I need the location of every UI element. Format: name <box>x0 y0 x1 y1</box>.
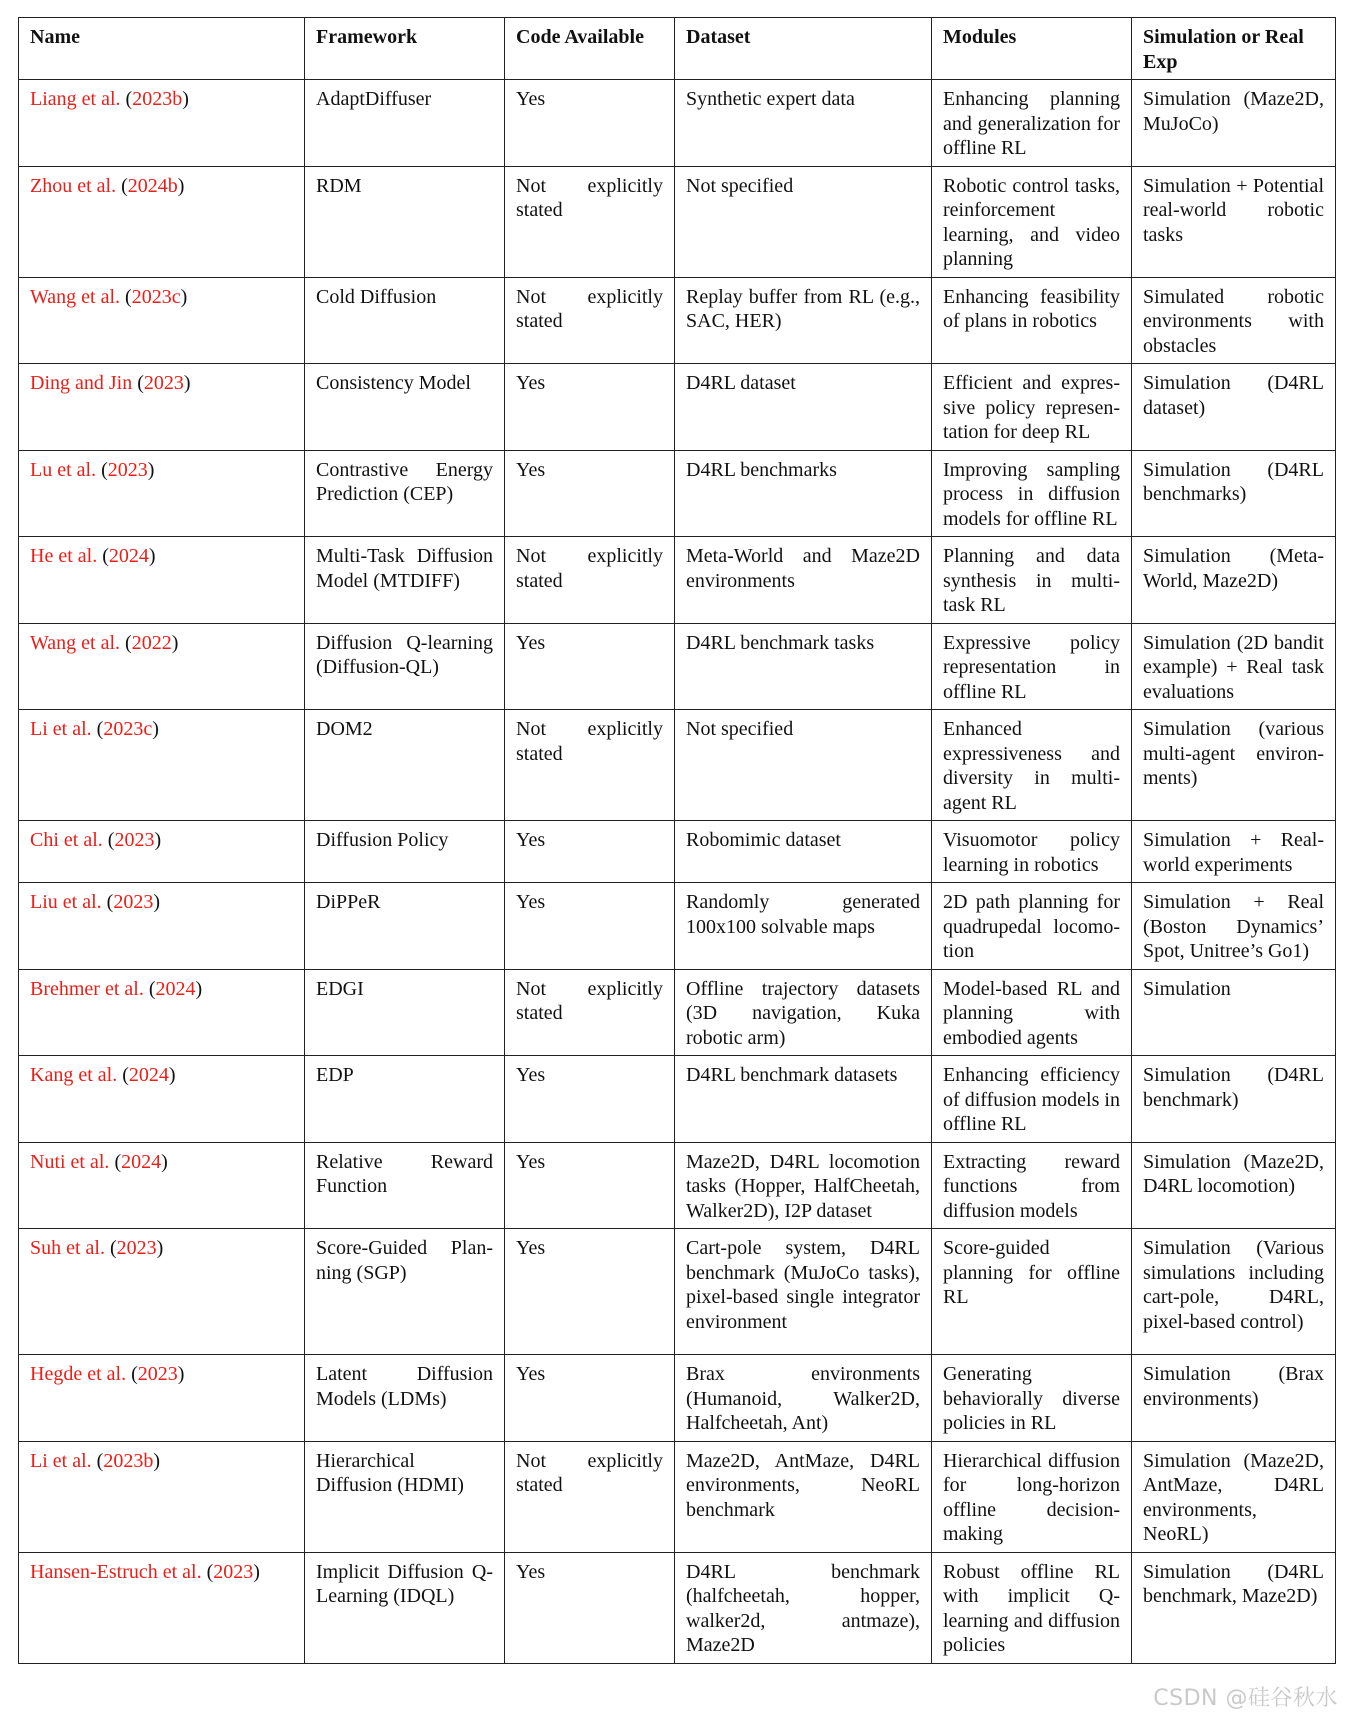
year-link[interactable]: 2023 <box>107 458 148 481</box>
cell-dataset: D4RL dataset <box>675 364 932 451</box>
cell-dataset: D4RL benchmark datasets <box>675 1056 932 1143</box>
cell-framework: RDM <box>305 166 505 277</box>
year-link[interactable]: 2023 <box>137 1363 178 1385</box>
author-link[interactable]: Zhou et al. <box>30 174 117 197</box>
cell-framework: Diffusion Policy <box>305 821 505 883</box>
cell-code-available: Yes <box>505 623 675 710</box>
cell-code-available: Yes <box>505 1552 675 1663</box>
header-name: Name <box>19 18 305 80</box>
author-link[interactable]: Liang et al. <box>30 88 121 110</box>
cell-code-available: Not explicitly stated <box>505 166 675 277</box>
cell-modules: Planning and data synthesis in multi-task RL <box>932 537 1132 624</box>
cell-framework: Cold Diffusion <box>305 277 505 364</box>
header-sim-or-real: Simulation or Real Exp <box>1132 18 1336 80</box>
cell-name: Ding and Jin (2023) <box>19 364 305 451</box>
cell-dataset: D4RL benchmark (halfcheetah, hopper, walker2d, antmaze), Maze2D <box>675 1552 932 1663</box>
cell-sim-or-real: Simulation (D4RL benchmarks) <box>1132 450 1336 537</box>
cell-code-available: Yes <box>505 883 675 970</box>
table-row <box>19 80 1336 167</box>
cell-dataset: Not specified <box>675 166 932 277</box>
cell-name: Hansen-Estruch et al. (2023) <box>19 1552 305 1663</box>
cell-dataset: Robomimic dataset <box>675 821 932 883</box>
cell-modules: Efficient and expressive policy representation for deep RL <box>932 364 1132 451</box>
year-link[interactable]: 2024 <box>108 545 149 567</box>
cell-modules: Visuomotor policy learning in robotics <box>932 821 1132 883</box>
table-row <box>19 1355 1336 1442</box>
cell-framework: Multi-Task Diffusion Model (MTDIFF) <box>305 537 505 624</box>
cell-modules: Expressive policy representation in offline RL <box>932 623 1132 710</box>
cell-sim-or-real: Simulation (D4RL dataset) <box>1132 364 1336 451</box>
year-link[interactable]: 2023 <box>116 1237 157 1259</box>
cell-name: Wang et al. (2023c) <box>19 277 305 364</box>
cell-dataset: Offline trajectory datasets (3D navigation, Kuka robotic arm) <box>675 969 932 1056</box>
cell-sim-or-real: Simulation (Brax environments) <box>1132 1355 1336 1442</box>
cell-code-available: Yes <box>505 1056 675 1143</box>
year-link[interactable]: 2023b <box>132 88 183 110</box>
table-body <box>19 80 1336 1664</box>
cell-dataset: Maze2D, D4RL locomotion tasks (Hopper, HalfCheetah, Walker2D), I2P dataset <box>675 1142 932 1229</box>
table-row <box>19 821 1336 883</box>
year-link[interactable]: 2023 <box>213 1560 254 1583</box>
cell-framework: EDGI <box>305 969 505 1056</box>
cell-sim-or-real: Simulated robotic environments with obstacles <box>1132 277 1336 364</box>
table-row <box>19 623 1336 710</box>
cell-name: Suh et al. (2023) <box>19 1229 305 1355</box>
cell-name: Lu et al. (2023) <box>19 450 305 537</box>
author-link[interactable]: Wang et al. <box>30 631 121 654</box>
cell-name: Zhou et al. (2024b) <box>19 166 305 277</box>
table-row <box>19 537 1336 624</box>
cell-code-available: Not explicitly stated <box>505 969 675 1056</box>
cell-code-available: Not explicitly stated <box>505 710 675 821</box>
cell-name: Nuti et al. (2024) <box>19 1142 305 1229</box>
cell-name: Hegde et al. (2023) <box>19 1355 305 1442</box>
cell-sim-or-real: Simulation <box>1132 969 1336 1056</box>
cell-dataset: Brax environments (Humanoid, Walker2D, Halfcheetah, Ant) <box>675 1355 932 1442</box>
cell-sim-or-real: Simulation + Real (Boston Dynamics’ Spot, Unitree’s Go1) <box>1132 883 1336 970</box>
cell-code-available: Not explicitly stated <box>505 1441 675 1552</box>
year-link[interactable]: 2022 <box>131 631 172 654</box>
cell-code-available: Yes <box>505 1142 675 1229</box>
author-link[interactable]: Ding and Jin <box>30 372 133 394</box>
table-row <box>19 1056 1336 1143</box>
comparison-table <box>18 17 1336 1664</box>
cell-name: Liu et al. (2023) <box>19 883 305 970</box>
cell-framework: Hierarchical Diffusion (HDMI) <box>305 1441 505 1552</box>
author-link[interactable]: Chi et al. <box>30 829 103 851</box>
watermark: CSDN @硅谷秋水 <box>1153 1686 1338 1711</box>
table-row <box>19 710 1336 821</box>
table-row <box>19 1142 1336 1229</box>
year-link[interactable]: 2024 <box>121 1150 162 1173</box>
year-link[interactable]: 2024b <box>127 174 178 197</box>
cell-sim-or-real: Simulation (D4RL benchmark, Maze2D) <box>1132 1552 1336 1663</box>
year-link[interactable]: 2023 <box>114 829 155 851</box>
cell-sim-or-real: Simulation (Maze2D, MuJoCo) <box>1132 80 1336 167</box>
cell-modules: Improving sampling process in diffusion models for offline RL <box>932 450 1132 537</box>
cell-dataset: Not specified <box>675 710 932 821</box>
cell-code-available: Yes <box>505 80 675 167</box>
cell-framework: Latent Diffusion Models (LDMs) <box>305 1355 505 1442</box>
author-link[interactable]: Kang et al. <box>30 1064 118 1086</box>
year-link[interactable]: 2023 <box>113 891 154 913</box>
cell-code-available: Yes <box>505 821 675 883</box>
cell-code-available: Yes <box>505 364 675 451</box>
author-link[interactable]: Lu et al. <box>30 458 97 481</box>
author-link[interactable]: Li et al. <box>30 1449 92 1472</box>
table-row <box>19 969 1336 1056</box>
cell-framework: EDP <box>305 1056 505 1143</box>
cell-name: Wang et al. (2022) <box>19 623 305 710</box>
author-link[interactable]: Li et al. <box>30 718 92 740</box>
cell-sim-or-real: Simulation (Maze2D, D4RL locomotion) <box>1132 1142 1336 1229</box>
cell-modules: Model-based RL and planning with embodied agents <box>932 969 1132 1056</box>
author-link[interactable]: Wang et al. <box>30 285 121 308</box>
table-row <box>19 166 1336 277</box>
author-link[interactable]: Brehmer et al. <box>30 977 144 1000</box>
cell-name: Kang et al. (2024) <box>19 1056 305 1143</box>
year-link[interactable]: 2023c <box>131 285 181 308</box>
cell-modules: Extracting reward functions from diffusion models <box>932 1142 1132 1229</box>
cell-framework: Consistency Model <box>305 364 505 451</box>
cell-framework: Relative Reward Function <box>305 1142 505 1229</box>
year-link[interactable]: 2023b <box>103 1449 154 1472</box>
cell-code-available: Not explicitly stated <box>505 537 675 624</box>
cell-dataset: Cart-pole system, D4RL benchmark (MuJoCo tasks), pixel-based single integrator environment <box>675 1229 932 1355</box>
cell-dataset: D4RL benchmarks <box>675 450 932 537</box>
cell-name: Li et al. (2023c) <box>19 710 305 821</box>
cell-dataset: D4RL benchmark tasks <box>675 623 932 710</box>
cell-name: Li et al. (2023b) <box>19 1441 305 1552</box>
cell-sim-or-real: Simulation (Various simulations including cart-pole, D4RL, pixel-based control) <box>1132 1229 1336 1355</box>
table-row <box>19 364 1336 451</box>
cell-name: Chi et al. (2023) <box>19 821 305 883</box>
cell-framework: Score-Guided Planning (SGP) <box>305 1229 505 1355</box>
year-link[interactable]: 2023c <box>103 718 153 740</box>
cell-sim-or-real: Simulation (Meta-World, Maze2D) <box>1132 537 1336 624</box>
author-link[interactable]: Liu et al. <box>30 891 102 913</box>
cell-modules: Enhancing planning and generalization for offline RL <box>932 80 1132 167</box>
header-row <box>19 18 1336 80</box>
header-framework: Framework <box>305 18 505 80</box>
header-dataset: Dataset <box>675 18 932 80</box>
cell-modules: Robotic control tasks, reinforcement learning, and video planning <box>932 166 1132 277</box>
cell-framework: Implicit Diffusion Q-Learning (IDQL) <box>305 1552 505 1663</box>
cell-modules: Enhancing feasibility of plans in robotics <box>932 277 1132 364</box>
table-row <box>19 1441 1336 1552</box>
cell-code-available: Not explicitly stated <box>505 277 675 364</box>
cell-framework: AdaptDiffuser <box>305 80 505 167</box>
cell-dataset: Randomly generated 100x100 solvable maps <box>675 883 932 970</box>
cell-framework: DiPPeR <box>305 883 505 970</box>
cell-sim-or-real: Simulation (2D bandit example) + Real task evaluations <box>1132 623 1336 710</box>
cell-framework: Contrastive Energy Prediction (CEP) <box>305 450 505 537</box>
cell-dataset: Synthetic expert data <box>675 80 932 167</box>
cell-framework: DOM2 <box>305 710 505 821</box>
cell-code-available: Yes <box>505 450 675 537</box>
table-row <box>19 450 1336 537</box>
cell-modules: Score-guided planning for offline RL <box>932 1229 1132 1355</box>
cell-name: He et al. (2024) <box>19 537 305 624</box>
cell-modules: Hierarchical diffusion for long-horizon offline decision-making <box>932 1441 1132 1552</box>
cell-modules: Robust offline RL with implicit Q-learning and diffusion policies <box>932 1552 1132 1663</box>
cell-modules: 2D path planning for quadrupedal locomotion <box>932 883 1132 970</box>
cell-name: Liang et al. (2023b) <box>19 80 305 167</box>
cell-sim-or-real: Simulation (Maze2D, AntMaze, D4RL environments, NeoRL) <box>1132 1441 1336 1552</box>
author-link[interactable]: Hansen-Estruch et al. <box>30 1560 202 1583</box>
cell-framework: Diffusion Q-learning (Diffusion-QL) <box>305 623 505 710</box>
cell-name: Brehmer et al. (2024) <box>19 969 305 1056</box>
cell-code-available: Yes <box>505 1229 675 1355</box>
cell-dataset: Maze2D, AntMaze, D4RL environments, NeoRL benchmark <box>675 1441 932 1552</box>
cell-code-available: Yes <box>505 1355 675 1442</box>
cell-dataset: Meta-World and Maze2D environments <box>675 537 932 624</box>
year-link[interactable]: 2023 <box>143 372 184 394</box>
author-link[interactable]: Hegde et al. <box>30 1363 127 1385</box>
cell-dataset: Replay buffer from RL (e.g., SAC, HER) <box>675 277 932 364</box>
author-link[interactable]: Suh et al. <box>30 1237 105 1259</box>
year-link[interactable]: 2024 <box>128 1064 169 1086</box>
cell-modules: Enhancing efficiency of diffusion models in offline RL <box>932 1056 1132 1143</box>
table-row <box>19 883 1336 970</box>
cell-modules: Enhanced expressiveness and diversity in multi-agent RL <box>932 710 1132 821</box>
author-link[interactable]: He et al. <box>30 545 98 567</box>
header-code-available: Code Available <box>505 18 675 80</box>
table-row <box>19 277 1336 364</box>
cell-modules: Generating behaviorally diverse policies in RL <box>932 1355 1132 1442</box>
cell-sim-or-real: Simulation + Real-world experiments <box>1132 821 1336 883</box>
cell-sim-or-real: Simulation + Potential real-world robotic tasks <box>1132 166 1336 277</box>
cell-sim-or-real: Simulation (various multi-agent environments) <box>1132 710 1336 821</box>
year-link[interactable]: 2024 <box>155 977 196 1000</box>
header-modules: Modules <box>932 18 1132 80</box>
author-link[interactable]: Nuti et al. <box>30 1150 110 1173</box>
table-row <box>19 1229 1336 1355</box>
table-row <box>19 1552 1336 1663</box>
cell-sim-or-real: Simulation (D4RL benchmark) <box>1132 1056 1336 1143</box>
